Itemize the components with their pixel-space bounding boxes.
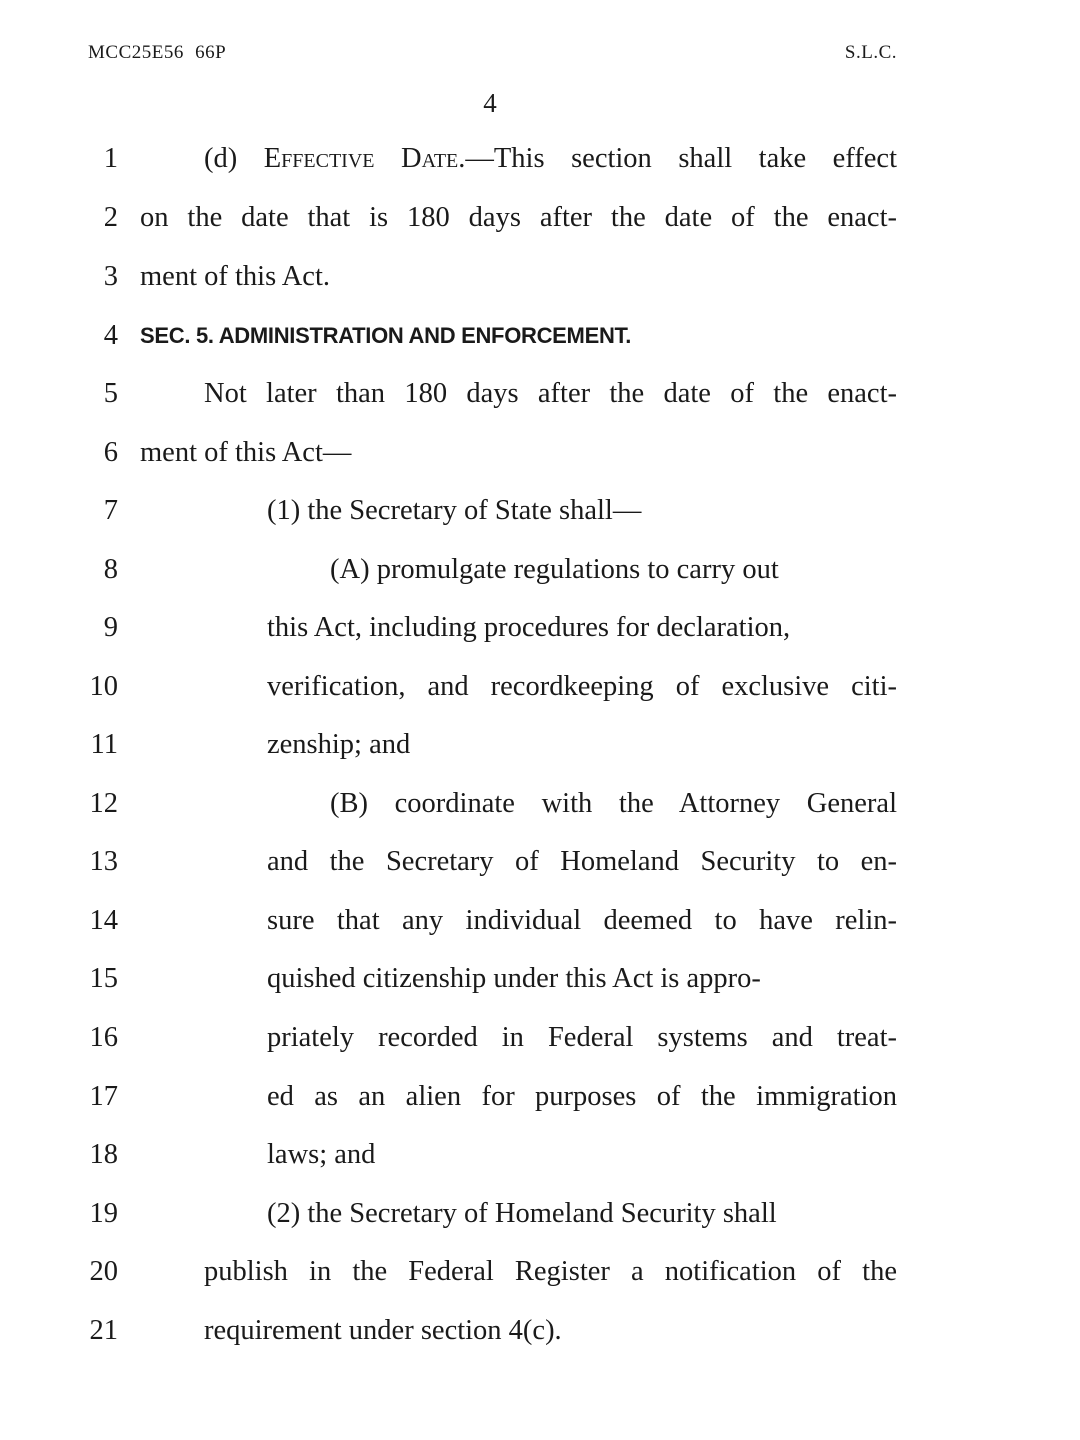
line-number: 5 [103, 378, 118, 409]
bill-line [0, 1194, 1080, 1234]
line-number: 8 [103, 554, 118, 585]
line-text [204, 139, 897, 179]
line-text: on the date that is 180 days after the date of the enact- [140, 202, 897, 233]
line-text: and the Secretary of Homeland Security to en- [267, 846, 897, 877]
bill-line [0, 1135, 1080, 1175]
line-text: ment of this Act. [140, 261, 330, 292]
bill-line [0, 550, 1080, 590]
bill-line [0, 1311, 1080, 1351]
line-text: verification, and recordkeeping of exclusive citi- [267, 671, 897, 702]
line-number: 15 [89, 963, 118, 994]
line-text: zenship; and [267, 729, 411, 760]
page-number-text: 4 [483, 88, 497, 118]
bill-line [0, 608, 1080, 648]
bill-line [0, 667, 1080, 707]
line-text: requirement under section 4(c). [204, 1315, 562, 1346]
line-number: 20 [89, 1256, 118, 1287]
line-text: ment of this Act— [140, 437, 352, 468]
bill-line [0, 959, 1080, 999]
line-number: 13 [89, 846, 118, 877]
line-number: 14 [89, 905, 118, 936]
subsection-heading: Effective Date. [263, 143, 466, 174]
line-number: 7 [103, 495, 118, 526]
line-text: (2) the Secretary of Homeland Security shall [267, 1198, 777, 1229]
line-text: laws; and [267, 1139, 376, 1170]
line-number: 1 [103, 143, 118, 174]
line-text: (B) coordinate with the Attorney General [330, 788, 897, 819]
line-text: ed as an alien for purposes of the immigration [267, 1081, 897, 1112]
line-text: sure that any individual deemed to have relin- [267, 905, 897, 936]
bill-line [0, 433, 1080, 473]
line-text: this Act, including procedures for declaration, [267, 612, 791, 643]
page-number [0, 88, 1080, 119]
section-heading: SEC. 5. ADMINISTRATION AND ENFORCEMENT. [140, 323, 632, 348]
line-number: 21 [89, 1315, 118, 1346]
line-number: 4 [103, 320, 118, 351]
line-text: (1) the Secretary of State shall— [267, 495, 642, 526]
bill-line [0, 901, 1080, 941]
subsection-label: (d) [204, 143, 264, 174]
line-number: 9 [103, 612, 118, 643]
line-number: 11 [90, 729, 118, 760]
bill-line [0, 374, 1080, 414]
bill-line [0, 1018, 1080, 1058]
bill-line [0, 316, 1080, 356]
line-number: 3 [103, 261, 118, 292]
line-text: (A) promulgate regulations to carry out [330, 554, 779, 585]
bill-line [0, 1077, 1080, 1117]
bill-line [0, 257, 1080, 297]
office-code: S.L.C. [844, 42, 897, 63]
bill-line [0, 725, 1080, 765]
line-number: 18 [89, 1139, 118, 1170]
bill-line [0, 784, 1080, 824]
line-number: 6 [103, 437, 118, 468]
document-id: MCC25E56 66P [88, 42, 227, 63]
line-number: 16 [89, 1022, 118, 1053]
bill-line [0, 1252, 1080, 1292]
bill-line [0, 842, 1080, 882]
line-text: Not later than 180 days after the date of the enact- [204, 378, 897, 409]
bill-line [0, 198, 1080, 238]
line-text: publish in the Federal Register a notification of the [204, 1256, 897, 1287]
line-number: 12 [89, 788, 118, 819]
bill-line [0, 139, 1080, 179]
line-number: 10 [89, 671, 118, 702]
line-number: 19 [89, 1198, 118, 1229]
line-number: 2 [103, 202, 118, 233]
line-number: 17 [89, 1081, 118, 1112]
line-text: quished citizenship under this Act is appro- [267, 963, 761, 994]
line-text: priately recorded in Federal systems and treat- [267, 1022, 897, 1053]
bill-line [0, 491, 1080, 531]
subsection-text: —This section shall take effect [465, 143, 897, 174]
